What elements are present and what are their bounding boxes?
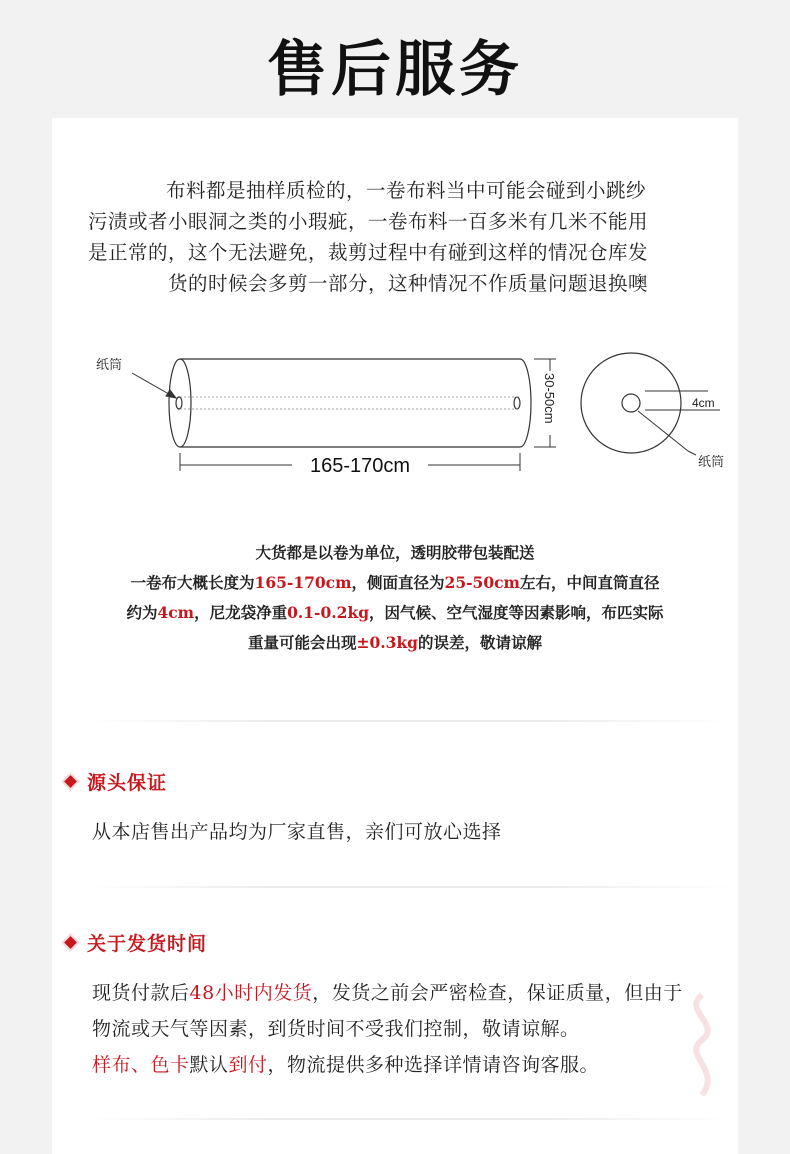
shipping-line: 样布、色卡默认到付，物流提供多种选择详情请咨询客服。 [92, 1054, 600, 1076]
intro-line: 货的时候会多剪一部分，这种情况不作质量问题退换噢 [167, 272, 648, 295]
section-shipping-title: 关于发货时间 [87, 933, 208, 955]
spec-line: 大货都是以卷为单位，透明胶带包装配送 [255, 543, 535, 562]
core-label-left: 纸筒 [96, 357, 123, 372]
section-shipping-header [66, 929, 207, 956]
diamond-bullet-icon [64, 936, 77, 949]
spec-line: 约为4cm，尼龙袋净重0.1-0.2kg，因气候、空气湿度等因素影响，布匹实际 [126, 603, 664, 622]
section-shipping-body [92, 975, 732, 1083]
spec-paragraph [80, 538, 710, 658]
diamond-bullet-icon [64, 775, 77, 788]
length-label: 165-170cm [309, 455, 411, 477]
core-arrow-right [688, 451, 696, 455]
intro-line: 布料都是抽样质检的，一卷布料当中可能会碰到小跳纱 [166, 179, 647, 202]
intro-paragraph [88, 175, 728, 299]
core-label-right: 纸筒 [698, 454, 725, 469]
intro-line: 污渍或者小眼洞之类的小瑕疵，一卷布料一百多米有几米不能用 [88, 210, 649, 233]
shipping-line: 现货付款后48小时内发货，发货之前会严密检查，保证质量，但由于 [92, 982, 683, 1004]
core-diameter-label: 4cm [692, 396, 715, 410]
divider [80, 886, 738, 888]
intro-line: 是正常的，这个无法避免，裁剪过程中有碰到这样的情况仓库发 [88, 241, 649, 264]
page-title: 售后服务 [267, 35, 523, 105]
divider [80, 1118, 738, 1120]
section-source-title: 源头保证 [87, 772, 168, 794]
roll-side-view [169, 359, 531, 447]
spec-line: 一卷布大概长度为165-170cm，侧面直径为25-50cm左右，中间直筒直径 [130, 573, 660, 592]
spec-line: 重量可能会出现±0.3kg的误差，敬请谅解 [247, 633, 543, 652]
section-source-body: 从本店售出产品均为厂家直售，亲们可放心选择 [92, 821, 502, 843]
section-source-header [66, 768, 167, 795]
diameter-label: 30-50cm [542, 373, 557, 424]
decorative-seal-icon [672, 990, 732, 1100]
shipping-line: 物流或天气等因素，到货时间不受我们控制，敬请谅解。 [92, 1018, 580, 1040]
divider [80, 720, 738, 722]
fabric-roll-diagram [80, 335, 740, 485]
